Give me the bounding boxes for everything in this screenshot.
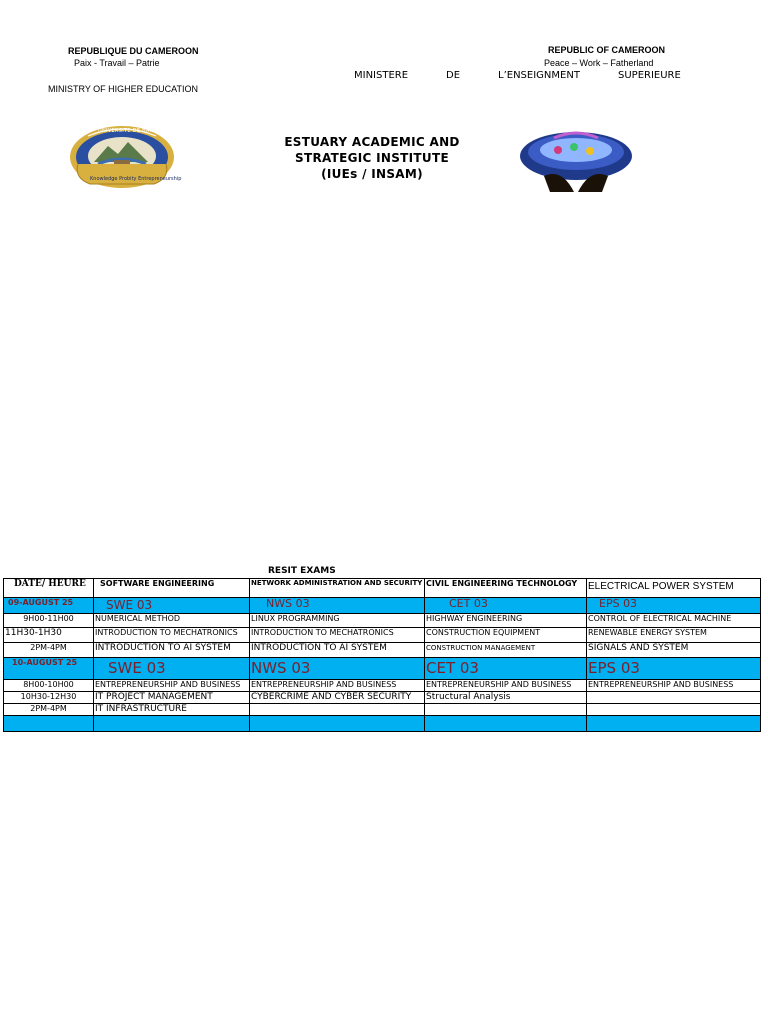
institute-globe-logo [518, 126, 634, 192]
table-row [4, 643, 761, 658]
header-software-engineering: SOFTWARE ENGINEERING [94, 579, 250, 598]
table-cell: INTRODUCTION TO AI SYSTEM [250, 643, 425, 658]
table-row [4, 704, 761, 716]
ministry-en: MINISTRY OF HIGHER EDUCATION [48, 84, 199, 94]
day-date: 10-AUGUST 25 [4, 658, 94, 680]
day-row [4, 598, 761, 614]
time-slot: 2PM-4PM [4, 704, 94, 716]
table-cell: RENEWABLE ENERGY SYSTEM [587, 628, 761, 643]
table-cell [587, 704, 761, 716]
header-civil-engineering: CIVIL ENGINEERING TECHNOLOGY [425, 579, 587, 598]
table-cell: INTRODUCTION TO MECHATRONICS [94, 628, 250, 643]
country-fr: REPUBLIQUE DU CAMEROON [68, 46, 199, 56]
empty-cell [587, 716, 761, 732]
institute-title [272, 134, 472, 182]
table-footer-band [4, 716, 761, 732]
course-code: SWE 03 [94, 658, 250, 680]
empty-cell [250, 716, 425, 732]
header-date: DATE/ HEURE [4, 579, 94, 598]
header-electrical-power: ELECTRICAL POWER SYSTEM [587, 579, 761, 598]
ministry-fr-word-1: MINISTERE [354, 70, 409, 81]
seal-text-bottom: Knowledge Probity Entrepreneurship [90, 176, 182, 182]
table-cell: CONSTRUCTION EQUIPMENT [425, 628, 587, 643]
course-code: EPS 03 [587, 598, 761, 614]
motto-en: Peace – Work – Fatherland [544, 58, 654, 68]
course-code: CET 03 [425, 658, 587, 680]
table-cell: ENTREPRENEURSHIP AND BUSINESS [425, 680, 587, 692]
time-slot: 8H00-10H00 [4, 680, 94, 692]
institute-title-line1: ESTUARY ACADEMIC AND [284, 135, 460, 149]
table-cell [425, 704, 587, 716]
table-cell: INTRODUCTION TO AI SYSTEM [94, 643, 250, 658]
exam-timetable [3, 578, 761, 732]
institute-title-line3: (IUEs / INSAM) [321, 167, 423, 181]
table-cell: Structural Analysis [425, 692, 587, 704]
empty-cell [425, 716, 587, 732]
table-row [4, 680, 761, 692]
table-cell [587, 692, 761, 704]
day-row [4, 658, 761, 680]
table-row [4, 692, 761, 704]
country-en: REPUBLIC OF CAMEROON [548, 45, 665, 55]
university-seal-logo [68, 124, 182, 190]
empty-cell [94, 716, 250, 732]
table-cell: ENTREPRENEURSHIP AND BUSINESS [94, 680, 250, 692]
table-row [4, 614, 761, 628]
table-cell: NUMERICAL METHOD [94, 614, 250, 628]
time-slot: 2PM-4PM [4, 643, 94, 658]
header-network-administration: NETWORK ADMINISTRATION AND SECURITY [250, 579, 425, 598]
time-slot: 10H30-12H30 [4, 692, 94, 704]
table-cell: HIGHWAY ENGINEERING [425, 614, 587, 628]
ministry-fr-word-2: DE [446, 70, 461, 81]
course-code: CET 03 [425, 598, 587, 614]
time-slot: 9H00-11H00 [4, 614, 94, 628]
ministry-fr-word-3: L’ENSEIGNMENT [498, 70, 580, 81]
motto-fr: Paix - Travail – Patrie [74, 58, 160, 68]
table-cell [250, 704, 425, 716]
table-cell: ENTREPRENEURSHIP AND BUSINESS [250, 680, 425, 692]
table-cell: ENTREPRENEURSHIP AND BUSINESS [587, 680, 761, 692]
course-code: EPS 03 [587, 658, 761, 680]
table-cell: CONTROL OF ELECTRICAL MACHINE [587, 614, 761, 628]
table-cell: CONSTRUCTION MANAGEMENT [425, 643, 587, 658]
empty-cell [4, 716, 94, 732]
table-row [4, 628, 761, 643]
course-code: SWE 03 [94, 598, 250, 614]
table-title: RESIT EXAMS [268, 566, 336, 576]
table-cell: CYBERCRIME AND CYBER SECURITY [250, 692, 425, 704]
course-code: NWS 03 [250, 598, 425, 614]
ministry-fr-word-4: SUPERIEURE [618, 70, 681, 81]
table-cell: SIGNALS AND SYSTEM [587, 643, 761, 658]
course-code: NWS 03 [250, 658, 425, 680]
table-cell: LINUX PROGRAMMING [250, 614, 425, 628]
time-slot: 11H30-1H30 [4, 628, 94, 643]
institute-title-line2: STRATEGIC INSTITUTE [295, 151, 449, 165]
table-cell: IT PROJECT MANAGEMENT [94, 692, 250, 704]
table-header-row [4, 579, 761, 598]
seal-text-top: UNIVERSITE DE BAMENDA [98, 128, 170, 134]
table-cell: IT INFRASTRUCTURE [94, 704, 250, 716]
table-cell: INTRODUCTION TO MECHATRONICS [250, 628, 425, 643]
day-date: 09-AUGUST 25 [4, 598, 94, 614]
